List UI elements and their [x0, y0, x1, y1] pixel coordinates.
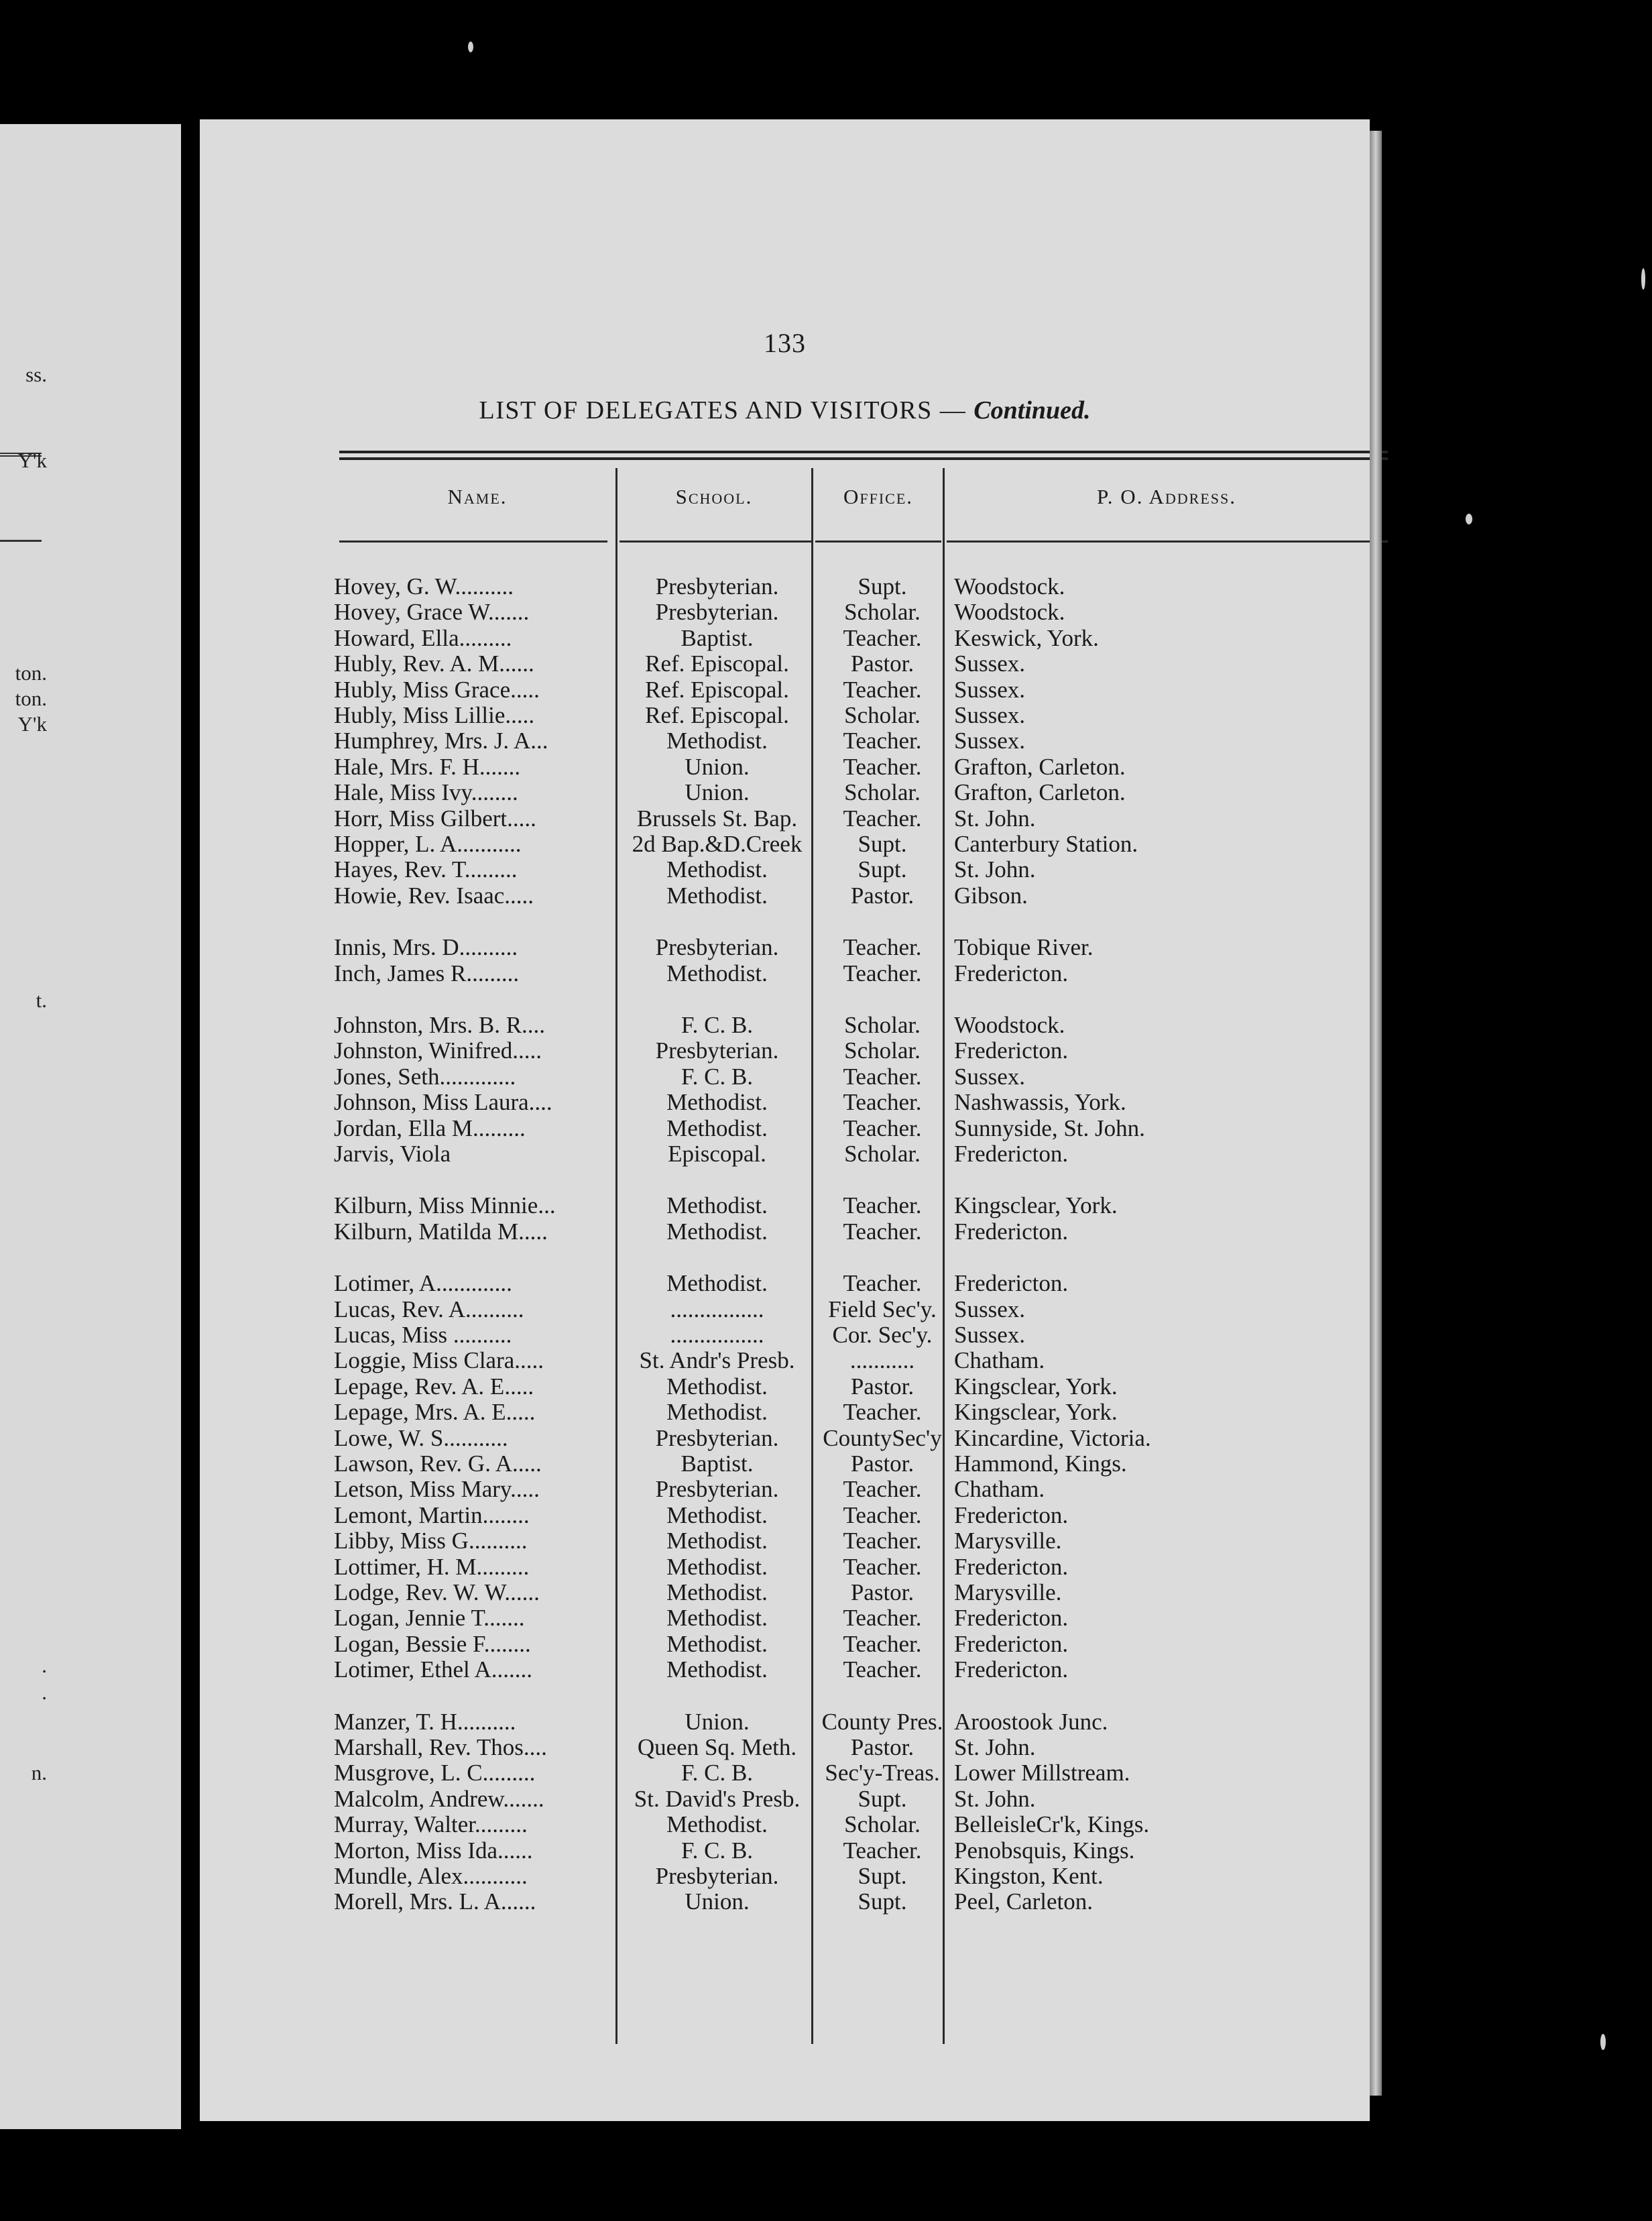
delegate-school: ................	[670, 1322, 764, 1348]
table-row	[334, 1116, 1273, 1141]
table-row	[334, 1193, 1273, 1218]
table-row	[334, 1812, 1273, 1837]
header-rule-school	[620, 540, 811, 543]
delegate-name: Lotimer, A.............	[334, 1271, 512, 1297]
scan-speck	[1600, 2034, 1606, 2050]
delegate-name: Lucas, Rev. A..........	[334, 1296, 524, 1322]
page-title-continued: Continued.	[973, 396, 1091, 424]
delegate-address: Sussex.	[954, 651, 1025, 677]
delegate-name: Johnston, Mrs. B. R....	[334, 1013, 546, 1038]
left-page-fragment: ss.	[25, 363, 47, 386]
delegate-address: Fredericton.	[954, 1038, 1069, 1064]
delegate-name: Jarvis, Viola	[334, 1141, 451, 1167]
table-row	[334, 832, 1273, 857]
delegate-school: St. Andr's Presb.	[639, 1348, 795, 1374]
page-title-main: LIST OF DELEGATES AND VISITORS	[479, 396, 933, 424]
table-row	[334, 1528, 1273, 1554]
delegate-address: Kingston, Kent.	[954, 1864, 1104, 1889]
delegate-name: Jordan, Ella M.........	[334, 1115, 526, 1141]
delegate-office: Scholar.	[844, 1038, 921, 1064]
table-row	[334, 703, 1273, 728]
table-row	[334, 754, 1273, 780]
delegate-school: Presbyterian.	[655, 1038, 779, 1064]
table-row	[334, 1426, 1273, 1451]
delegate-school: Methodist.	[666, 1502, 768, 1528]
delegate-name: Hovey, Grace W.......	[334, 600, 530, 626]
delegate-name: Lepage, Mrs. A. E.....	[334, 1400, 536, 1426]
delegate-school: F. C. B.	[681, 1013, 754, 1038]
left-page-fragment: t.	[36, 988, 47, 1012]
delegate-address: Fredericton.	[954, 1631, 1069, 1657]
delegate-name: Hale, Miss Ivy........	[334, 780, 518, 806]
table-row	[334, 1709, 1273, 1735]
delegate-address: Fredericton.	[954, 1657, 1069, 1683]
delegate-address: Sussex.	[954, 703, 1025, 728]
delegate-address: Woodstock.	[954, 600, 1065, 626]
delegate-address: Peel, Carleton.	[954, 1889, 1094, 1915]
scan-speck	[1466, 514, 1472, 524]
delegate-name: Hubly, Miss Lillie.....	[334, 703, 535, 728]
delegate-school: Presbyterian.	[655, 600, 779, 626]
delegate-name: Howard, Ella.........	[334, 625, 512, 651]
delegate-name: Libby, Miss G..........	[334, 1528, 528, 1554]
delegate-school: Methodist.	[666, 960, 768, 986]
table-row	[334, 1554, 1273, 1580]
delegate-office: Teacher.	[843, 1631, 922, 1657]
delegate-school: Queen Sq. Meth.	[637, 1735, 797, 1760]
delegate-school: Presbyterian.	[655, 935, 779, 961]
delegate-address: Kingsclear, York.	[954, 1193, 1118, 1219]
table-row	[334, 883, 1273, 909]
table-row	[334, 677, 1273, 703]
delegate-office: Teacher.	[843, 1115, 922, 1141]
left-page-fragment: n.	[31, 1761, 47, 1784]
delegate-school: Methodist.	[666, 1090, 768, 1116]
delegate-address: Grafton, Carleton.	[954, 754, 1126, 780]
delegate-school: Ref. Episcopal.	[645, 703, 789, 728]
delegate-school: Methodist.	[666, 1657, 768, 1683]
left-page-header-rule	[0, 540, 42, 542]
delegate-address: Marysville.	[954, 1580, 1062, 1605]
delegate-school: Methodist.	[666, 882, 768, 909]
header-rule-name	[339, 540, 607, 543]
delegate-address: Hammond, Kings.	[954, 1451, 1127, 1477]
delegate-name: Hovey, G. W..........	[334, 574, 514, 600]
table-row	[334, 626, 1273, 651]
table-row	[334, 1580, 1273, 1605]
delegate-school: Methodist.	[666, 1812, 768, 1838]
delegate-name: Lotimer, Ethel A.......	[334, 1657, 533, 1683]
delegate-address: Fredericton.	[954, 1605, 1069, 1632]
delegate-school: Baptist.	[681, 1451, 754, 1477]
delegate-school: Methodist.	[666, 1631, 768, 1657]
left-page-fragment: .	[42, 1681, 47, 1704]
scan-speck	[468, 42, 473, 52]
delegate-school: Union.	[685, 754, 750, 780]
delegate-office: Teacher.	[843, 1605, 922, 1632]
delegate-school: Ref. Episcopal.	[645, 677, 789, 703]
delegate-address: Woodstock.	[954, 1013, 1065, 1038]
delegate-school: Methodist.	[666, 1115, 768, 1141]
delegate-school: Union.	[685, 780, 750, 806]
delegate-school: Presbyterian.	[655, 574, 779, 600]
delegate-address: Woodstock.	[954, 574, 1065, 600]
delegate-school: Methodist.	[666, 1271, 768, 1297]
delegate-name: Humphrey, Mrs. J. A...	[334, 728, 548, 754]
left-page-fragment: Y'k	[17, 712, 47, 736]
table-row	[334, 1271, 1273, 1296]
delegate-office: Pastor.	[850, 1451, 914, 1477]
delegate-office: Teacher.	[843, 1271, 922, 1297]
delegate-school: Baptist.	[681, 625, 754, 651]
delegate-address: Kingsclear, York.	[954, 1400, 1118, 1426]
delegate-office: Teacher.	[843, 960, 922, 986]
delegate-name: Lawson, Rev. G. A.....	[334, 1451, 542, 1477]
delegate-address: Fredericton.	[954, 1271, 1069, 1297]
table-row	[334, 1374, 1273, 1400]
delegate-school: Methodist.	[666, 1605, 768, 1632]
delegate-school: ................	[670, 1296, 764, 1322]
table-top-double-rule	[339, 451, 1388, 460]
delegate-name: Johnston, Winifred.....	[334, 1038, 542, 1064]
delegate-office: Teacher.	[843, 1064, 922, 1090]
delegate-office: Field Sec'y.	[828, 1296, 937, 1322]
delegate-office: ...........	[849, 1348, 915, 1374]
delegate-name: Hubly, Miss Grace.....	[334, 677, 540, 703]
delegate-school: Methodist.	[666, 1400, 768, 1426]
delegate-school: Methodist.	[666, 728, 768, 754]
table-row	[334, 1760, 1273, 1786]
delegate-name: Hopper, L. A...........	[334, 832, 522, 857]
delegate-office: Teacher.	[843, 1502, 922, 1528]
delegate-address: Sunnyside, St. John.	[954, 1115, 1145, 1141]
delegate-office: County Pres.	[821, 1709, 943, 1735]
page-title	[200, 396, 1370, 425]
table-row	[334, 600, 1273, 625]
delegate-address: BelleisleCr'k, Kings.	[954, 1812, 1150, 1838]
delegate-office: Teacher.	[843, 805, 922, 832]
delegate-school: Methodist.	[666, 1554, 768, 1580]
delegate-name: Lottimer, H. M.........	[334, 1554, 530, 1580]
page-edge-shadow	[1370, 131, 1382, 2096]
delegate-name: Kilburn, Matilda M.....	[334, 1218, 548, 1245]
delegate-school: F. C. B.	[681, 1760, 754, 1786]
delegate-school: Union.	[685, 1709, 750, 1735]
delegate-office: Teacher.	[843, 1400, 922, 1426]
delegate-name: Lodge, Rev. W. W......	[334, 1580, 540, 1605]
delegate-school: Presbyterian.	[655, 1425, 779, 1451]
table-row	[334, 1503, 1273, 1528]
header-rule-address	[947, 540, 1388, 543]
delegate-school: Brussels St. Bap.	[636, 805, 798, 832]
delegate-office: Sec'y-Treas.	[825, 1760, 940, 1786]
delegate-name: Inch, James R.........	[334, 960, 520, 986]
table-row	[334, 1219, 1273, 1245]
delegate-address: Fredericton.	[954, 1218, 1069, 1245]
delegate-name: Manzer, T. H..........	[334, 1709, 516, 1735]
table-row	[334, 1013, 1273, 1038]
delegate-office: Supt.	[858, 832, 907, 857]
delegate-name: Mundle, Alex...........	[334, 1864, 528, 1889]
delegate-address: Penobsquis, Kings.	[954, 1837, 1135, 1864]
delegate-office: Pastor.	[850, 651, 914, 677]
delegate-office: Teacher.	[843, 1090, 922, 1116]
delegate-office: Teacher.	[843, 1837, 922, 1864]
delegate-name: Kilburn, Miss Minnie...	[334, 1193, 556, 1219]
delegate-office: Supt.	[858, 1864, 907, 1889]
delegate-address: Fredericton.	[954, 1141, 1069, 1167]
column-header-office: Office.	[843, 485, 914, 508]
right-page	[200, 119, 1370, 2121]
table-row	[334, 1605, 1273, 1631]
delegate-address: St. John.	[954, 1786, 1036, 1812]
delegate-name: Jones, Seth.............	[334, 1064, 516, 1090]
table-row	[334, 1838, 1273, 1864]
table-row	[334, 728, 1273, 754]
table-row	[334, 1657, 1273, 1683]
delegate-office: Teacher.	[843, 1554, 922, 1580]
delegate-address: Sussex.	[954, 677, 1025, 703]
delegate-name: Howie, Rev. Isaac.....	[334, 882, 534, 909]
delegate-school: Presbyterian.	[655, 1864, 779, 1889]
delegate-school: Methodist.	[666, 1580, 768, 1605]
page-title-dash: —	[939, 396, 967, 424]
column-header-school: School.	[675, 485, 753, 508]
delegate-office: Scholar.	[844, 1141, 921, 1167]
delegate-address: Sussex.	[954, 728, 1025, 754]
delegate-address: Chatham.	[954, 1348, 1045, 1374]
delegate-office: Scholar.	[844, 703, 921, 728]
delegate-office: Supt.	[858, 857, 907, 883]
delegate-address: Fredericton.	[954, 1554, 1069, 1580]
table-row	[334, 1889, 1273, 1915]
table-row	[334, 1632, 1273, 1657]
table-row	[334, 1090, 1273, 1115]
header-rule-office	[815, 540, 941, 543]
table-row	[334, 574, 1273, 600]
delegate-name: Murray, Walter.........	[334, 1812, 528, 1838]
column-header-name: Name.	[447, 485, 508, 508]
delegate-office: Teacher.	[843, 677, 922, 703]
delegate-address: Kingsclear, York.	[954, 1373, 1118, 1400]
delegate-office: Teacher.	[843, 1218, 922, 1245]
page-number: 133	[764, 328, 806, 358]
delegate-address: Sussex.	[954, 1296, 1025, 1322]
delegate-office: Supt.	[858, 1889, 907, 1915]
delegate-address: Canterbury Station.	[954, 832, 1138, 857]
table-row	[334, 1297, 1273, 1322]
table-row	[334, 806, 1273, 832]
delegate-school: Methodist.	[666, 857, 768, 883]
left-page-fragment: ton.	[15, 661, 47, 685]
delegate-school: F. C. B.	[681, 1837, 754, 1864]
delegate-school: Episcopal.	[668, 1141, 766, 1167]
delegate-name: Lucas, Miss ..........	[334, 1322, 512, 1348]
delegate-name: Horr, Miss Gilbert.....	[334, 805, 536, 832]
delegate-office: Scholar.	[844, 780, 921, 806]
delegate-name: Musgrove, L. C.........	[334, 1760, 536, 1786]
delegate-name: Lemont, Martin........	[334, 1502, 530, 1528]
delegate-school: 2d Bap.&D.Creek	[632, 832, 803, 857]
delegate-address: Nashwassis, York.	[954, 1090, 1126, 1116]
table-row	[334, 1477, 1273, 1502]
delegate-office: Scholar.	[844, 1013, 921, 1038]
delegate-office: Cor. Sec'y.	[832, 1322, 933, 1348]
delegate-name: Innis, Mrs. D..........	[334, 935, 518, 961]
delegate-name: Letson, Miss Mary.....	[334, 1477, 540, 1503]
delegate-school: St. David's Presb.	[634, 1786, 801, 1812]
delegate-address: Sussex.	[954, 1064, 1025, 1090]
left-page-fragment: Y'k	[17, 449, 47, 472]
delegate-office: Pastor.	[850, 1735, 914, 1760]
delegate-name: Johnson, Miss Laura....	[334, 1090, 552, 1116]
table-row	[334, 1451, 1273, 1477]
delegate-name: Marshall, Rev. Thos....	[334, 1735, 547, 1760]
column-header-address: P. O. Address.	[1097, 485, 1236, 508]
delegate-address: St. John.	[954, 805, 1036, 832]
delegate-name: Morton, Miss Ida......	[334, 1837, 533, 1864]
delegate-office: Teacher.	[843, 1528, 922, 1554]
delegate-address: Lower Millstream.	[954, 1760, 1130, 1786]
delegate-school: Presbyterian.	[655, 1477, 779, 1503]
delegate-school: Methodist.	[666, 1193, 768, 1219]
delegate-name: Loggie, Miss Clara.....	[334, 1348, 544, 1374]
delegate-office: Teacher.	[843, 754, 922, 780]
left-page-fragment: ton.	[15, 687, 47, 710]
table-row	[334, 1322, 1273, 1348]
delegate-office: Teacher.	[843, 1193, 922, 1219]
delegate-name: Hayes, Rev. T.........	[334, 857, 518, 883]
delegate-office: Teacher.	[843, 1657, 922, 1683]
delegate-address: Chatham.	[954, 1477, 1045, 1503]
delegate-address: Marysville.	[954, 1528, 1062, 1554]
delegate-address: Kincardine, Victoria.	[954, 1425, 1151, 1451]
delegate-office: Supt.	[858, 574, 907, 600]
delegate-office: CountySec'y	[823, 1425, 942, 1451]
delegate-school: Union.	[685, 1889, 750, 1915]
delegate-name: Morell, Mrs. L. A......	[334, 1889, 536, 1915]
delegate-name: Logan, Jennie T.......	[334, 1605, 525, 1632]
table-row	[334, 935, 1273, 960]
table-row	[334, 1786, 1273, 1812]
delegate-address: Tobique River.	[954, 935, 1094, 961]
delegate-name: Hubly, Rev. A. M......	[334, 651, 534, 677]
delegate-office: Supt.	[858, 1786, 907, 1812]
delegate-office: Teacher.	[843, 935, 922, 961]
delegate-address: Grafton, Carleton.	[954, 780, 1126, 806]
table-row	[334, 1735, 1273, 1760]
delegate-school: Methodist.	[666, 1528, 768, 1554]
delegate-office: Scholar.	[844, 1812, 921, 1838]
table-row	[334, 1038, 1273, 1064]
delegate-address: St. John.	[954, 857, 1036, 883]
delegate-office: Teacher.	[843, 728, 922, 754]
delegate-office: Pastor.	[850, 1373, 914, 1400]
delegate-office: Pastor.	[850, 1580, 914, 1605]
delegate-address: Fredericton.	[954, 1502, 1069, 1528]
delegate-address: Aroostook Junc.	[954, 1709, 1108, 1735]
table-row	[334, 961, 1273, 986]
delegate-name: Malcolm, Andrew.......	[334, 1786, 544, 1812]
table-row	[334, 1348, 1273, 1373]
table-row	[334, 1400, 1273, 1425]
delegate-address: Fredericton.	[954, 960, 1069, 986]
table-row	[334, 1141, 1273, 1167]
delegate-office: Pastor.	[850, 882, 914, 909]
delegate-name: Hale, Mrs. F. H.......	[334, 754, 521, 780]
delegate-name: Lepage, Rev. A. E.....	[334, 1373, 534, 1400]
delegate-office: Teacher.	[843, 625, 922, 651]
delegate-office: Teacher.	[843, 1477, 922, 1503]
delegate-office: Scholar.	[844, 600, 921, 626]
delegate-school: Methodist.	[666, 1373, 768, 1400]
table-row	[334, 780, 1273, 805]
delegate-school: F. C. B.	[681, 1064, 754, 1090]
delegate-address: Sussex.	[954, 1322, 1025, 1348]
delegate-address: Gibson.	[954, 882, 1028, 909]
left-page-fragment: .	[42, 1654, 47, 1677]
delegate-address: St. John.	[954, 1735, 1036, 1760]
table-row	[334, 1064, 1273, 1090]
table-row	[334, 857, 1273, 882]
delegate-school: Methodist.	[666, 1218, 768, 1245]
delegate-name: Logan, Bessie F........	[334, 1631, 531, 1657]
table-row	[334, 651, 1273, 677]
scan-speck	[1641, 268, 1645, 290]
delegate-address: Keswick, York.	[954, 625, 1099, 651]
table-row	[334, 1864, 1273, 1889]
left-facing-page	[0, 124, 181, 2129]
delegate-name: Lowe, W. S...........	[334, 1425, 508, 1451]
delegate-school: Ref. Episcopal.	[645, 651, 789, 677]
